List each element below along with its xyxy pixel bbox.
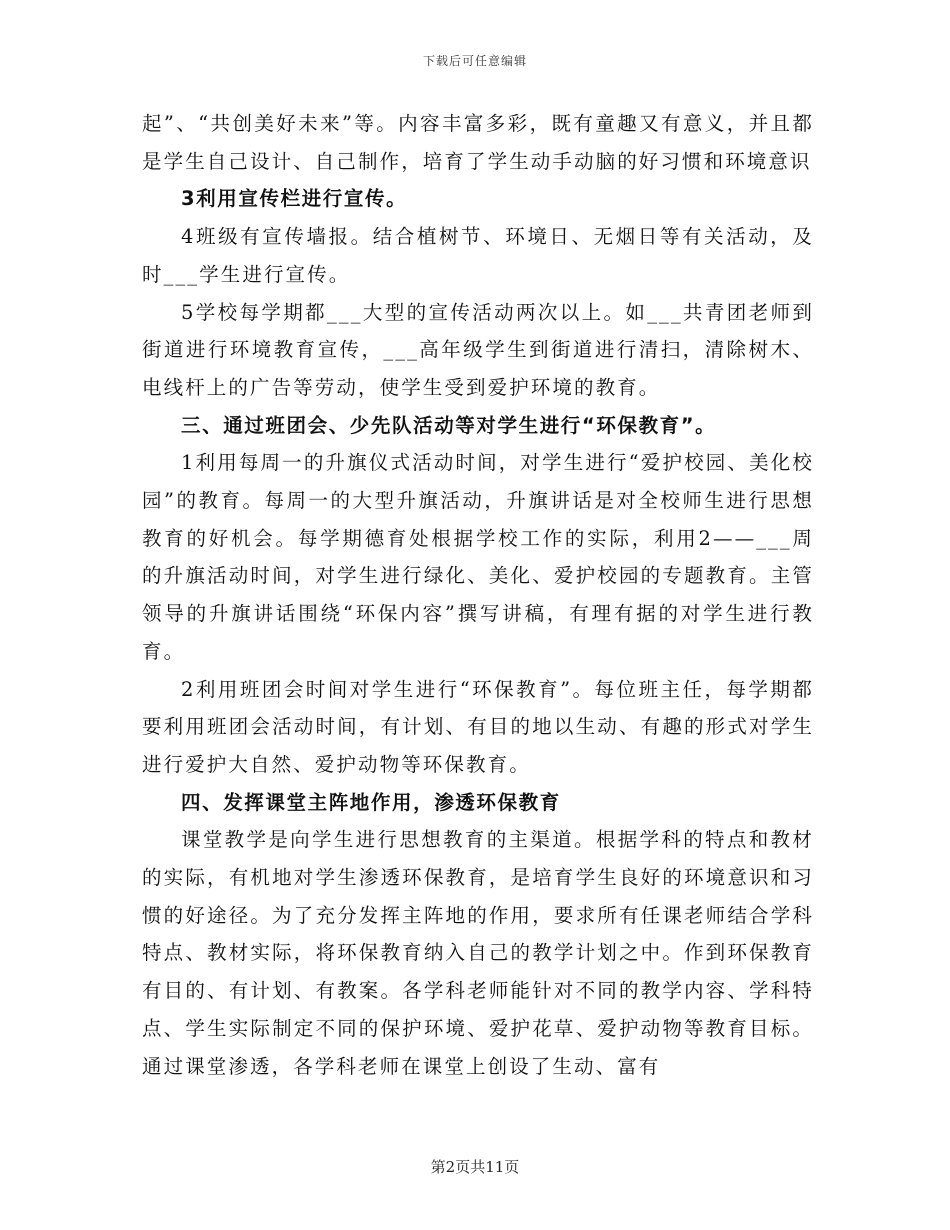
- paragraph-s4-body: 课堂教学是向学生进行思想教育的主渠道。根据学科的特点和教材的实际，有机地对学生渗透环保教育，是培育学生良好的环境意识和习惯的好途径。为了充分发挥主阵地的作用，要求所有任课老师结合学科特点、教材实际，将环保教育纳入自己的教学计划之中。作到环保教育有目的、有计划、有教案。各学科老师能针对不同的教学内容、学科特点、学生实际制定不同的保护环境、爱护花草、爱护动物等教育目标。通过课堂渗透，各学科老师在课堂上创设了生动、富有: [142, 828, 814, 1078]
- paragraph-item-5: 5学校每学期都___大型的宣传活动两次以上。如___共青团老师到街道进行环境教育宣传，___高年级学生到街道进行清扫，清除树木、电线杆上的广告等劳动，使学生受到爱护环境的教育。: [142, 300, 814, 399]
- paragraph-s3-item-2: 2利用班团会时间对学生进行“环保教育”。每位班主任，每学期都要利用班团会活动时间，有计划、有目的地以生动、有趣的形式对学生进行爱护大自然、爱护动物等环保教育。: [142, 677, 814, 776]
- document-body: [142, 105, 814, 1085]
- page-header: 下载后可任意编辑: [422, 54, 527, 68]
- section-heading-4: 四、发挥课堂主阵地作用，渗透环保教育: [181, 790, 561, 814]
- paragraph-continued: 起”、“共创美好未来”等。内容丰富多彩，既有童趣又有意义，并且都是学生自己设计、自己制作，培育了学生动手动脑的好习惯和环境意识: [142, 112, 814, 173]
- paragraph-item-4: 4班级有宣传墙报。结合植树节、环境日、无烟日等有关活动，及时___学生进行宣传。: [142, 225, 814, 286]
- item-heading-3: 3利用宣传栏进行宣传。: [181, 187, 408, 211]
- section-heading-3: 三、通过班团会、少先队活动等对学生进行“环保教育”。: [181, 413, 717, 437]
- paragraph-s3-item-1: 1利用每周一的升旗仪式活动时间，对学生进行“爱护校园、美化校园”的教育。每周一的大型升旗活动，升旗讲话是对全校师生进行思想教育的好机会。每学期德育处根据学校工作的实际，利用2——___周的升旗活动时间，对学生进行绿化、美化、爱护校园的专题教育。主管领导的升旗讲话围绕“环保内容”撰写讲稿，有理有据的对学生进行教育。: [142, 451, 814, 663]
- page-footer: 第2页共11页: [430, 1158, 520, 1176]
